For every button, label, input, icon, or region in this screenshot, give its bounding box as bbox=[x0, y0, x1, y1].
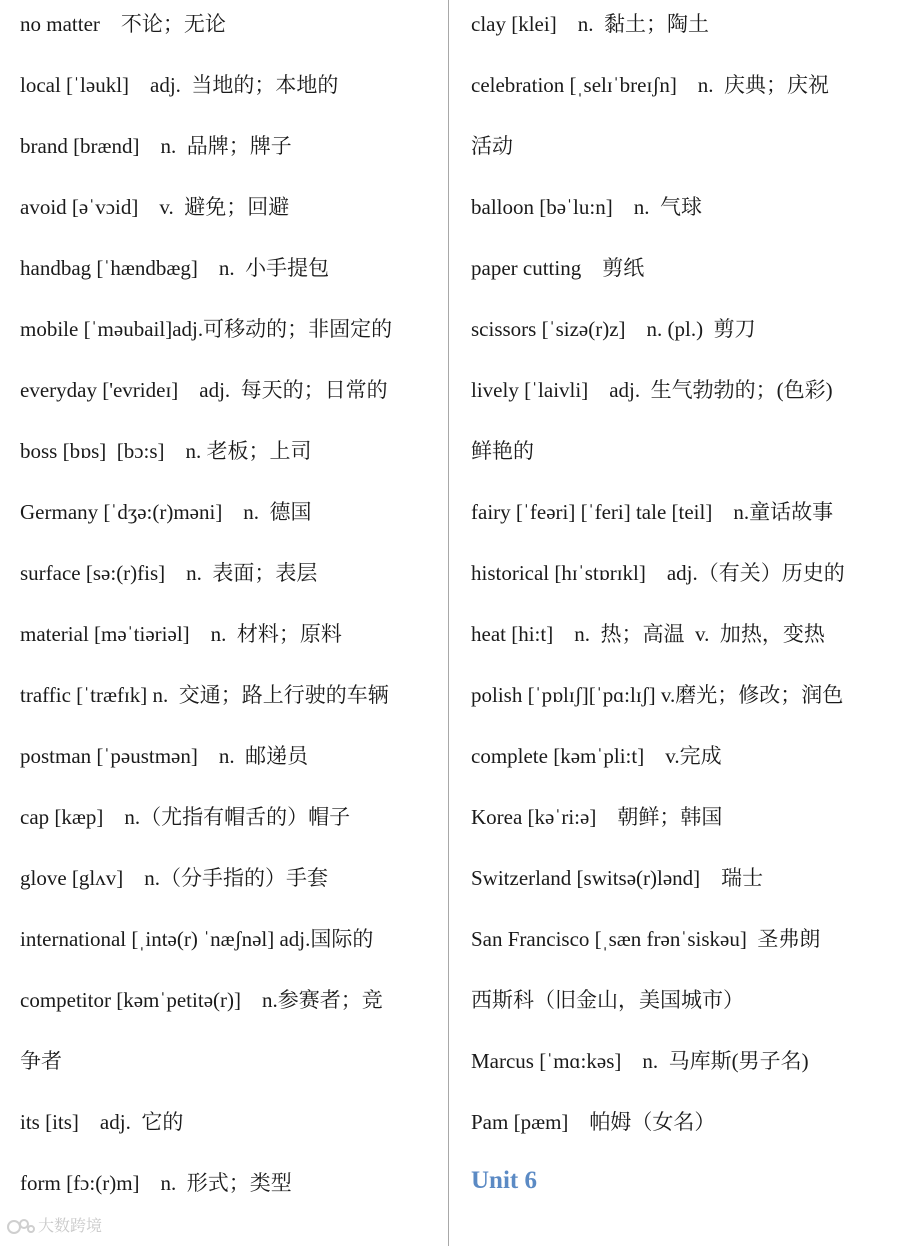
watermark bbox=[6, 1214, 102, 1238]
vocab-entry: handbag [ˈhændbæg] n. 小手提包 bbox=[20, 256, 330, 280]
vocab-entry: Germany [ˈdʒə:(r)məni] n. 德国 bbox=[20, 500, 312, 524]
vocab-entry: glove [glʌv] n.（分手指的）手套 bbox=[20, 866, 328, 890]
vocab-entry: scissors [ˈsizə(r)z] n. (pl.) 剪刀 bbox=[471, 317, 756, 341]
vocab-entry: clay [klei] n. 黏土；陶土 bbox=[471, 12, 709, 36]
vocab-entry: celebration [ˌselɪˈbreɪʃn] n. 庆典；庆祝 bbox=[471, 73, 830, 97]
vocab-entry: historical [hɪˈstɒrɪkl] adj.（有关）历史的 bbox=[471, 561, 845, 585]
vocab-entry: paper cutting 剪纸 bbox=[471, 256, 645, 280]
vocab-entry: avoid [əˈvɔid] v. 避免；回避 bbox=[20, 195, 290, 219]
vocab-entry: Pam [pæm] 帕姆（女名） bbox=[471, 1110, 716, 1134]
vocab-entry: boss [bɒs] [bɔ:s] n. 老板；上司 bbox=[20, 439, 312, 463]
vocab-entry: competitor [kəmˈpetitə(r)] n.参赛者；竞 bbox=[20, 988, 383, 1012]
vocab-entry: no matter 不论；无论 bbox=[20, 12, 226, 36]
watermark-text: 大数跨境 bbox=[38, 1216, 103, 1235]
vocab-entry: surface [sə:(r)fis] n. 表面；表层 bbox=[20, 561, 318, 585]
vocab-entry: international [ˌintə(r) ˈnæʃnəl] adj.国际的 bbox=[20, 927, 374, 951]
vocab-entry: brand [brænd] n. 品牌；牌子 bbox=[20, 134, 292, 158]
vocab-entry: cap [kæp] n.（尤指有帽舌的）帽子 bbox=[20, 805, 351, 829]
vocab-entry-continuation: 西斯科（旧金山，美国城市） bbox=[471, 988, 744, 1012]
vocab-entry: local [ˈləukl] adj. 当地的；本地的 bbox=[20, 73, 339, 97]
vocab-entry: polish [ˈpɒlɪʃ][ˈpɑ:lɪʃ] v.磨光；修改；润色 bbox=[471, 683, 844, 707]
vocab-entry: everyday ['evrideɪ] adj. 每天的；日常的 bbox=[20, 378, 388, 402]
watermark-logo-icon bbox=[6, 1217, 36, 1237]
vocab-entry: material [məˈtiəriəl] n. 材料；原料 bbox=[20, 622, 342, 646]
vocab-entry: mobile [ˈməubail]adj.可移动的；非固定的 bbox=[20, 317, 393, 341]
vocab-entry: Switzerland [switsə(r)lənd] 瑞士 bbox=[471, 866, 764, 890]
unit-heading: Unit 6 bbox=[471, 1167, 537, 1194]
vocab-entry: its [its] adj. 它的 bbox=[20, 1110, 184, 1134]
vocab-entry: balloon [bəˈlu:n] n. 气球 bbox=[471, 195, 702, 219]
column-divider bbox=[448, 0, 449, 1246]
vocab-entry-continuation: 活动 bbox=[471, 134, 513, 158]
vocab-entry: fairy [ˈfeəri] [ˈferi] tale [teil] n.童话故事 bbox=[471, 500, 834, 524]
vocab-entry-continuation: 争者 bbox=[20, 1049, 62, 1073]
vocab-entry: Korea [kəˈri:ə] 朝鲜；韩国 bbox=[471, 805, 723, 829]
vocab-entry: complete [kəmˈpli:t] v.完成 bbox=[471, 744, 722, 768]
vocab-entry-continuation: 鲜艳的 bbox=[471, 439, 534, 463]
vocab-entry: traffic [ˈtræfɪk] n. 交通；路上行驶的车辆 bbox=[20, 683, 389, 707]
vocab-entry: form [fɔ:(r)m] n. 形式；类型 bbox=[20, 1171, 292, 1195]
vocab-entry: lively [ˈlaivli] adj. 生气勃勃的；(色彩) bbox=[471, 378, 833, 402]
vocab-entry: San Francisco [ˌsæn frənˈsiskəu] 圣弗朗 bbox=[471, 927, 821, 951]
vocab-entry: heat [hi:t] n. 热；高温 v. 加热，变热 bbox=[471, 622, 825, 646]
vocab-entry: Marcus [ˈmɑ:kəs] n. 马库斯(男子名) bbox=[471, 1049, 809, 1073]
vocab-entry: postman [ˈpəustmən] n. 邮递员 bbox=[20, 744, 309, 768]
